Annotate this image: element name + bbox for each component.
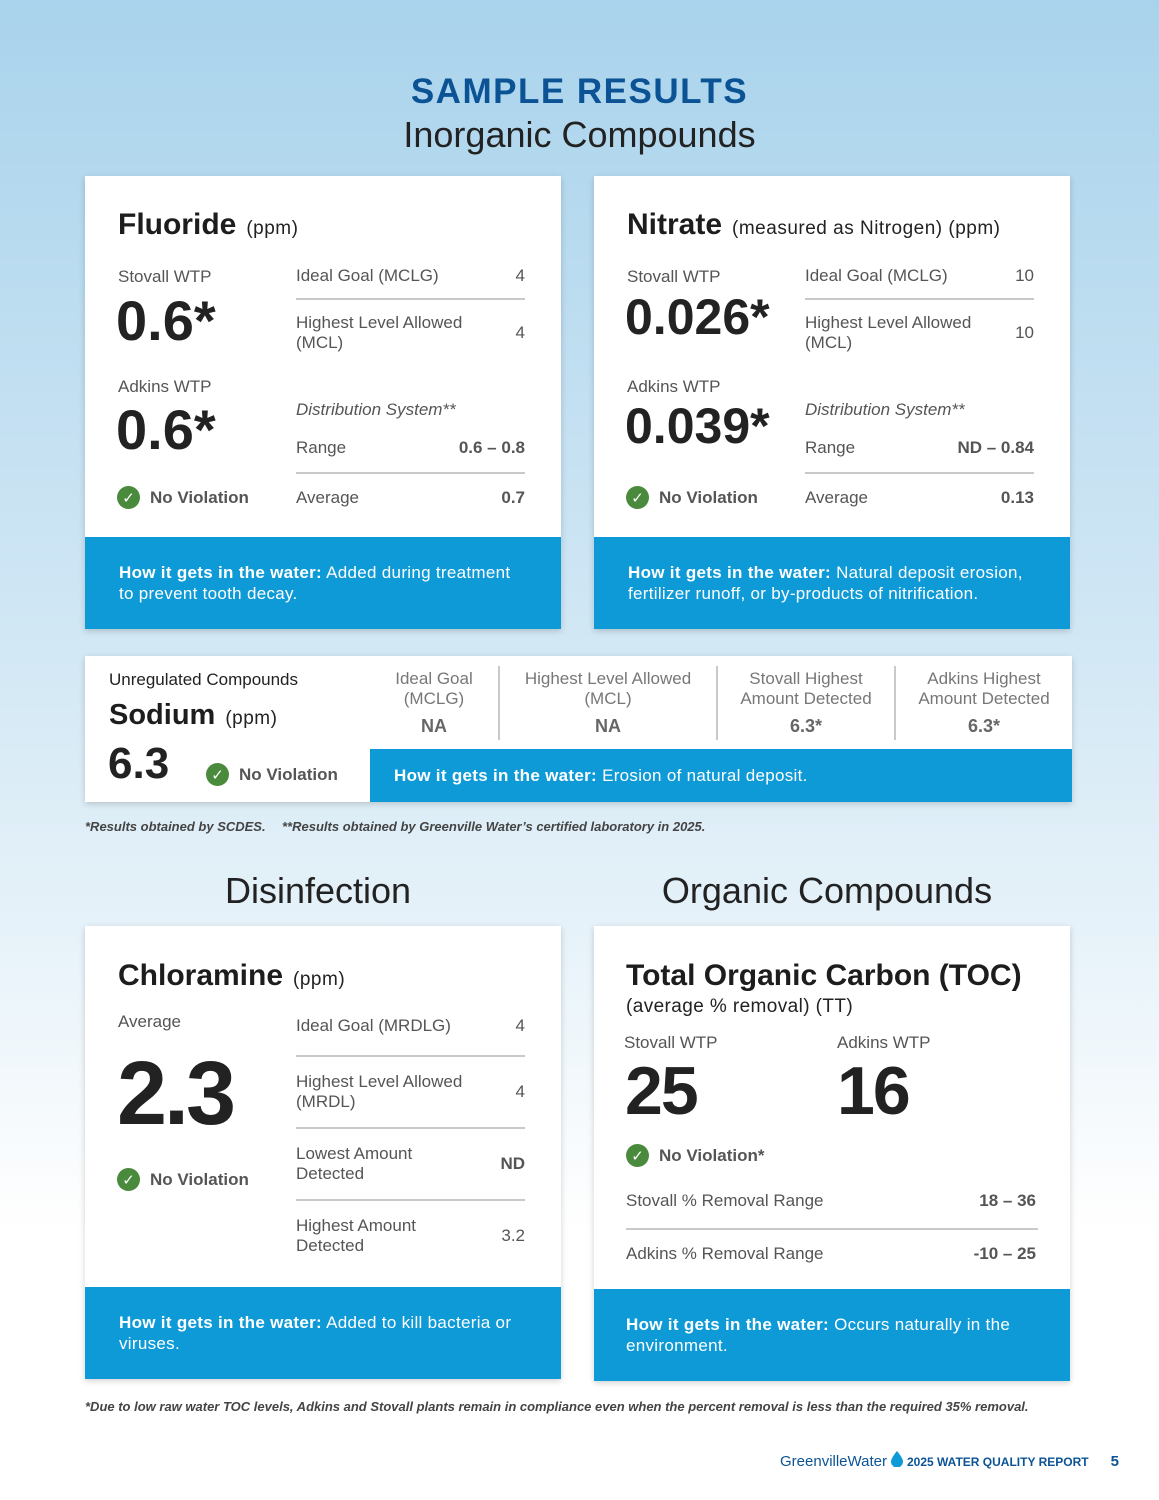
row-label: Highest Level Allowed (MRDL): [296, 1072, 463, 1111]
stovall-label: Stovall WTP: [627, 267, 721, 286]
adkins-label: Adkins WTP: [627, 377, 721, 396]
average-label: Average: [296, 488, 360, 507]
stovall-value: 25: [625, 1053, 697, 1129]
fluoride-name: Fluoride: [118, 208, 237, 241]
mcl-label: Highest Level Allowed (MCL): [805, 313, 972, 352]
sodium-heading: [109, 699, 277, 732]
goal-value: 4: [515, 266, 525, 285]
row-label: Highest Amount Detected: [296, 1216, 417, 1255]
how-label: How it gets in the water:: [626, 1315, 830, 1334]
stovall-value: 0.6*: [116, 289, 216, 352]
table-column: [500, 656, 716, 749]
chloramine-heading: [118, 959, 345, 993]
how-label: How it gets in the water:: [119, 563, 323, 582]
divider: [296, 1127, 525, 1129]
row-label: Ideal Goal (MRDLG): [296, 1016, 451, 1035]
nitrate-heading: [627, 208, 1001, 242]
column-value: NA: [595, 716, 621, 736]
distribution-label: Distribution System**: [805, 400, 965, 419]
check-circle-icon: ✓: [117, 1168, 140, 1191]
range-value: ND – 0.84: [957, 438, 1034, 457]
fluoride-heading: [118, 208, 298, 242]
row-label: Adkins % Removal Range: [626, 1244, 824, 1263]
page-footer: [780, 1451, 1119, 1472]
table-column: [718, 656, 894, 749]
unregulated-label: Unregulated Compounds: [109, 670, 299, 689]
disinfection-heading: Disinfection: [224, 870, 412, 911]
sodium-value: 6.3: [108, 739, 170, 788]
sodium-table: [370, 656, 1072, 749]
divider: [296, 1199, 525, 1201]
how-text: Added during treatment to prevent tooth decay.: [119, 563, 511, 603]
row-value: ND: [500, 1154, 525, 1173]
mcl-row: [805, 313, 1034, 353]
fluoride-card: [85, 176, 561, 629]
footnote-lab: **Results obtained by Greenville Water’s certified laboratory in 2025.: [282, 819, 706, 834]
stovall-value: 0.026*: [625, 289, 770, 345]
row-value: 3.2: [501, 1226, 525, 1245]
violation-text: No Violation*: [659, 1145, 765, 1165]
no-violation-badge: [626, 486, 758, 509]
no-violation-badge: [117, 486, 249, 509]
distribution-label: Distribution System**: [296, 400, 456, 419]
detail-row: [626, 1244, 1036, 1264]
detail-row: [296, 1216, 525, 1256]
table-column: [370, 656, 498, 749]
average-value: 0.13: [1000, 488, 1034, 507]
divider: [805, 472, 1034, 474]
average-value: 0.7: [501, 488, 525, 507]
how-label: How it gets in the water:: [119, 1313, 323, 1332]
adkins-value: 0.6*: [116, 398, 216, 461]
page-number: 5: [1110, 1453, 1119, 1470]
detail-row: [296, 1016, 525, 1036]
row-value: 4: [515, 1016, 525, 1035]
average-value: 2.3: [117, 1044, 234, 1144]
column-value: NA: [421, 716, 447, 736]
nitrate-name: Nitrate: [627, 208, 723, 241]
violation-text: No Violation: [239, 764, 338, 784]
violation-text: No Violation: [659, 487, 758, 507]
toc-unit: (average % removal) (TT): [626, 996, 854, 1017]
adkins-value: 16: [837, 1053, 909, 1129]
adkins-label: Adkins WTP: [837, 1033, 931, 1052]
violation-text: No Violation: [150, 1169, 249, 1189]
nitrate-unit: (measured as Nitrogen) (ppm): [732, 218, 1001, 239]
row-label: Stovall % Removal Range: [626, 1191, 824, 1210]
range-row: [296, 438, 525, 458]
adkins-value: 0.039*: [625, 398, 770, 454]
footnote-toc: *Due to low raw water TOC levels, Adkins and Stovall plants remain in compliance even when the percent removal is less than the required 35% removal.: [85, 1399, 1029, 1414]
sodium-unit: (ppm): [225, 708, 278, 729]
sodium-card: [85, 656, 1072, 802]
mcl-value: 4: [515, 323, 525, 342]
divider: [296, 298, 525, 300]
divider: [296, 472, 525, 474]
violation-text: No Violation: [150, 487, 249, 507]
how-label: How it gets in the water:: [394, 766, 598, 785]
no-violation-badge: [117, 1168, 249, 1191]
range-row: [805, 438, 1034, 458]
how-text: Added to kill bacteria or viruses.: [119, 1313, 512, 1353]
how-it-gets-in-banner: [594, 537, 1070, 629]
organic-heading: Organic Compounds: [661, 870, 993, 911]
how-label: How it gets in the water:: [628, 563, 832, 582]
sodium-name: Sodium: [109, 699, 216, 731]
divider: [805, 298, 1034, 300]
row-value: 4: [515, 1082, 525, 1101]
no-violation-badge: [206, 763, 338, 786]
goal-label: Ideal Goal (MCLG): [805, 266, 948, 285]
mcl-value: 10: [1015, 323, 1034, 342]
adkins-label: Adkins WTP: [118, 377, 212, 396]
how-text: Erosion of natural deposit.: [602, 766, 808, 785]
check-circle-icon: ✓: [206, 763, 229, 786]
check-circle-icon: ✓: [117, 486, 140, 509]
average-row: [296, 488, 525, 508]
goal-row: [296, 266, 525, 286]
column-label: Highest Level Allowed (MCL): [524, 669, 692, 708]
goal-label: Ideal Goal (MCLG): [296, 266, 439, 285]
range-label: Range: [296, 438, 347, 457]
mcl-label: Highest Level Allowed (MCL): [296, 313, 463, 352]
chloramine-unit: (ppm): [293, 969, 346, 990]
stovall-label: Stovall WTP: [118, 267, 212, 286]
range-label: Range: [805, 438, 856, 457]
divider: [626, 1228, 1038, 1230]
toc-name: Total Organic Carbon (TOC): [626, 959, 1022, 992]
check-circle-icon: ✓: [626, 1144, 649, 1167]
detail-row: [296, 1144, 525, 1184]
column-label: Stovall Highest Amount Detected: [740, 669, 872, 708]
how-text: Occurs naturally in the environment.: [626, 1315, 1011, 1355]
stovall-label: Stovall WTP: [624, 1033, 718, 1052]
toc-card: [594, 926, 1070, 1381]
water-drop-icon: [891, 1451, 903, 1472]
average-row: [805, 488, 1034, 508]
mcl-row: [296, 313, 525, 353]
fluoride-unit: (ppm): [246, 218, 299, 239]
goal-value: 10: [1015, 266, 1034, 285]
average-label: Average: [118, 1012, 182, 1031]
page-title: SAMPLE RESULTS: [410, 72, 749, 111]
row-label: Lowest Amount Detected: [296, 1144, 413, 1183]
column-value: 6.3*: [967, 716, 1001, 736]
footnote-scdes: *Results obtained by SCDES.: [85, 819, 266, 834]
how-it-gets-in-banner: [370, 749, 1072, 802]
brand-name: GreenvilleWater: [780, 1453, 887, 1470]
how-text: Natural deposit erosion, fertilizer runoff, or by-products of nitrification.: [628, 563, 1023, 603]
how-it-gets-in-banner: [85, 1287, 561, 1379]
no-violation-badge: [626, 1144, 764, 1167]
nitrate-card: [594, 176, 1070, 629]
detail-row: [296, 1072, 525, 1112]
how-it-gets-in-banner: [594, 1289, 1070, 1381]
divider: [296, 1055, 525, 1057]
check-circle-icon: ✓: [626, 486, 649, 509]
row-value: -10 – 25: [973, 1244, 1036, 1263]
how-it-gets-in-banner: [85, 537, 561, 629]
row-value: 18 – 36: [979, 1191, 1036, 1210]
page-subtitle: Inorganic Compounds: [403, 114, 756, 155]
table-column: [896, 656, 1072, 749]
range-value: 0.6 – 0.8: [458, 438, 525, 457]
column-value: 6.3*: [789, 716, 823, 736]
chloramine-name: Chloramine: [118, 959, 284, 992]
chloramine-card: [85, 926, 561, 1379]
column-label: Ideal Goal (MCLG): [395, 669, 473, 708]
detail-row: [626, 1191, 1036, 1211]
report-title: 2025 WATER QUALITY REPORT: [906, 1454, 1089, 1469]
column-label: Adkins Highest Amount Detected: [918, 669, 1050, 708]
average-label: Average: [805, 488, 869, 507]
goal-row: [805, 266, 1034, 286]
